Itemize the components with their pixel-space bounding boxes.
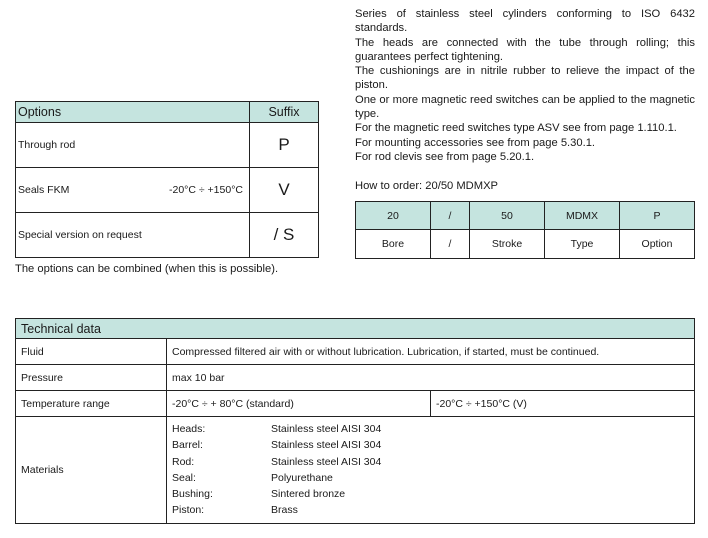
order-name-separator: / bbox=[431, 230, 470, 259]
order-name-stroke: Stroke bbox=[470, 230, 545, 259]
material-name: Stainless steel AISI 304 bbox=[271, 439, 382, 452]
description bbox=[355, 7, 695, 164]
order-code-option: P bbox=[620, 202, 695, 230]
material-name: Polyurethane bbox=[271, 471, 333, 484]
option-row bbox=[16, 123, 319, 168]
description-line: The cushionings are in nitrile rubber to relieve the impact of the piston. bbox=[355, 65, 695, 92]
description-line: For the magnetic reed switches type ASV see from page 1.110.1. bbox=[355, 122, 677, 135]
order-name-row bbox=[356, 230, 695, 259]
description-line: For mounting accessories see from page 5.30.1. bbox=[355, 136, 596, 149]
options-table bbox=[15, 101, 319, 258]
material-name: Stainless steel AISI 304 bbox=[271, 455, 382, 468]
option-suffix: V bbox=[250, 168, 319, 213]
suffix-header: Suffix bbox=[250, 102, 319, 123]
option-label bbox=[16, 123, 250, 168]
description-line: Series of stainless steel cylinders conforming to ISO 6432 standards. bbox=[355, 8, 695, 35]
order-code-bore: 20 bbox=[356, 202, 431, 230]
material-item bbox=[172, 421, 689, 437]
option-suffix: / S bbox=[250, 213, 319, 258]
description-line: The heads are connected with the tube through rolling; this guarantees perfect tightening. bbox=[355, 36, 695, 63]
order-name-type: Type bbox=[545, 230, 620, 259]
options-header-row bbox=[16, 102, 319, 123]
order-code-stroke: 50 bbox=[470, 202, 545, 230]
order-table bbox=[355, 201, 695, 259]
order-name-option: Option bbox=[620, 230, 695, 259]
material-part: Bushing: bbox=[172, 488, 213, 501]
option-label bbox=[16, 213, 250, 258]
order-code-type: MDMX bbox=[545, 202, 620, 230]
description-line: One or more magnetic reed switches can be applied to the magnetic type. bbox=[355, 93, 695, 121]
material-name: Brass bbox=[271, 504, 298, 517]
temperature-v: -20°C ÷ +150°C (V) bbox=[431, 391, 695, 417]
technical-header: Technical data bbox=[16, 319, 695, 339]
fluid-row bbox=[16, 339, 695, 365]
temperature-row bbox=[16, 391, 695, 417]
pressure-row bbox=[16, 365, 695, 391]
option-suffix: P bbox=[250, 123, 319, 168]
material-part: Heads: bbox=[172, 423, 206, 435]
option-name: Seals FKM bbox=[18, 184, 70, 196]
material-name: Stainless steel AISI 304 bbox=[271, 423, 382, 435]
options-header: Options bbox=[16, 102, 250, 123]
material-item bbox=[172, 437, 689, 453]
material-item bbox=[172, 470, 689, 486]
option-label bbox=[16, 168, 250, 213]
temperature-standard: -20°C ÷ + 80°C (standard) bbox=[167, 391, 431, 417]
material-part: Barrel: bbox=[172, 439, 203, 452]
description-line: For rod clevis see from page 5.20.1. bbox=[355, 150, 535, 163]
temperature-label: Temperature range bbox=[16, 391, 167, 417]
material-item bbox=[172, 502, 689, 518]
order-code-separator: / bbox=[431, 202, 470, 230]
materials-label: Materials bbox=[16, 417, 167, 524]
pressure-label: Pressure bbox=[16, 365, 167, 391]
technical-header-row bbox=[16, 319, 695, 339]
option-name: Through rod bbox=[18, 139, 76, 151]
material-part: Piston: bbox=[172, 504, 205, 517]
pressure-value: max 10 bar bbox=[167, 365, 695, 391]
material-part: Rod: bbox=[172, 455, 195, 468]
materials-cell bbox=[167, 417, 695, 524]
technical-data-table bbox=[15, 318, 695, 524]
material-part: Seal: bbox=[172, 471, 196, 484]
options-note: The options can be combined (when this is possible). bbox=[15, 263, 279, 275]
option-row bbox=[16, 213, 319, 258]
option-name: Special version on request bbox=[18, 229, 142, 241]
material-name: Sintered bronze bbox=[271, 488, 346, 501]
option-row bbox=[16, 168, 319, 213]
order-code-row bbox=[356, 202, 695, 230]
fluid-value: Compressed filtered air with or without lubrication. Lubrication, if started, must be continued. bbox=[167, 339, 695, 365]
material-item bbox=[172, 454, 689, 470]
material-item bbox=[172, 486, 689, 502]
order-name-bore: Bore bbox=[356, 230, 431, 259]
materials-list bbox=[172, 417, 689, 523]
materials-row bbox=[16, 417, 695, 524]
fluid-label: Fluid bbox=[16, 339, 167, 365]
option-range: -20°C ÷ +150°C bbox=[169, 184, 243, 196]
order-label: How to order: 20/50 MDMXP bbox=[355, 180, 499, 192]
